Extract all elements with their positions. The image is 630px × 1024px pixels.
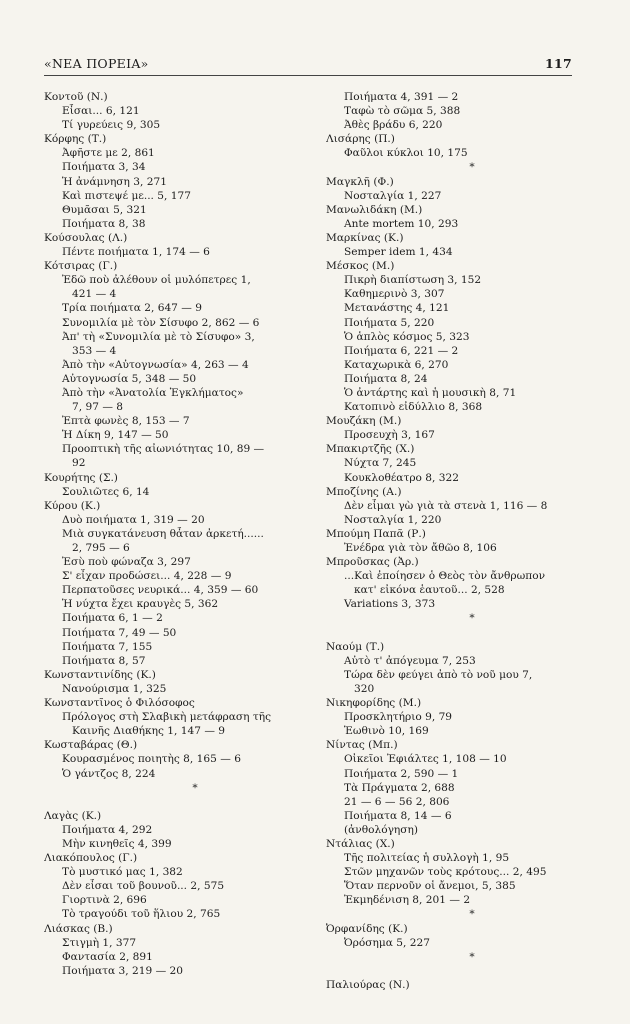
- work-entry: Ἀπ' τὴ «Συνομιλία μὲ τὸ Σίσυφο» 3,: [62, 330, 255, 343]
- author-entry: Μπροῦσκας (Ἀρ.): [326, 556, 419, 569]
- work-entry: Φαντασία 2, 891: [62, 950, 153, 963]
- journal-title: «ΝΕΑ ΠΟΡΕΙΑ»: [44, 56, 149, 71]
- author-entry: Μπούμη Παπᾶ (Ρ.): [326, 527, 426, 540]
- work-entry: Variations 3, 373: [344, 598, 436, 611]
- section-gap: [44, 795, 306, 809]
- work-entry: Ἐνέδρα γιὰ τὸν ἄθῶο 8, 106: [344, 542, 497, 554]
- work-entry: Τὰ Πράγματα 2, 688: [344, 781, 455, 794]
- work-entry: Δὲν εἶσαι τοῦ βουνοῦ... 2, 575: [62, 880, 225, 893]
- work-entry: Ὁ ἀντάρτης καὶ ἡ μουσικὴ 8, 71: [344, 386, 517, 399]
- page-header: [44, 56, 572, 71]
- work-entry: Συνομιλία μὲ τὸν Σίσυφο 2, 862 — 6: [62, 316, 260, 329]
- work-entry: Τὸ τραγούδι τοῦ ἥλιου 2, 765: [62, 908, 221, 921]
- work-entry: Ποιήματα 8, 14 — 6: [344, 809, 452, 822]
- work-entry: Τί γυρεύεις 9, 305: [62, 119, 161, 132]
- work-entry: Μετανάστης 4, 121: [344, 302, 450, 315]
- author-entry: Λαγὰς (Κ.): [44, 809, 102, 822]
- work-entry: Ὁ γάντζος 8, 224: [62, 767, 156, 780]
- work-entry: Ποιήματα 8, 57: [62, 654, 146, 667]
- work-entry: Ποιήματα 2, 590 — 1: [344, 767, 459, 780]
- work-entry: Νανούρισμα 1, 325: [62, 682, 167, 695]
- author-entry: Λιάσκας (Β.): [44, 922, 113, 935]
- work-entry: Ἐκμηδένιση 8, 201 — 2: [344, 894, 471, 907]
- author-entry: Μέσκος (Μ.): [326, 260, 395, 273]
- work-entry: Πέντε ποιήματα 1, 174 — 6: [62, 246, 210, 259]
- index-column-right: [326, 90, 578, 992]
- work-entry: Ποιήματα 5, 220: [344, 316, 435, 329]
- author-entry: Κούσουλας (Λ.): [44, 231, 128, 244]
- work-entry: Ποιήματα 4, 292: [62, 823, 153, 836]
- work-entry: Ἐπτὰ φωνὲς 8, 153 — 7: [62, 415, 190, 428]
- work-entry: Προσκλητήριο 9, 79: [344, 711, 453, 724]
- author-entry: Παλιούρας (Ν.): [326, 978, 410, 991]
- author-entry: Κοντοῦ (Ν.): [44, 91, 108, 103]
- work-entry: Τρία ποιήματα 2, 647 — 9: [62, 302, 202, 315]
- work-entry: Καὶ πιστεψέ με... 5, 177: [62, 189, 191, 202]
- work-entry: Ἀπὸ τὴν «Αὐτογνωσία» 4, 263 — 4: [62, 358, 249, 371]
- work-entry: Ἐδῶ ποὺ ἀλέθουν οἱ μυλόπετρες 1,: [62, 274, 251, 287]
- work-entry-continuation: 2, 795 — 6: [72, 542, 130, 554]
- work-entry: Ποιήματα 8, 24: [344, 372, 428, 385]
- work-entry: Semper idem 1, 434: [344, 246, 453, 259]
- work-entry: Μιὰ συγκατάνευση θἆταν ἀρκετή......: [62, 527, 264, 540]
- work-entry: Ἀφῆστε με 2, 861: [62, 147, 155, 160]
- work-entry: Εἶσαι... 6, 121: [62, 105, 140, 118]
- work-entry: Οἰκεῖοι Ἐφιάλτες 1, 108 — 10: [344, 753, 507, 766]
- work-entry: Ποιήματα 8, 38: [62, 217, 146, 230]
- work-entry: Ὀρόσημα 5, 227: [344, 936, 430, 949]
- work-entry: Καταχωρικὰ 6, 270: [344, 358, 449, 371]
- work-entry: Ποιήματα 3, 219 — 20: [62, 964, 184, 977]
- work-entry-continuation: 353 — 4: [72, 344, 117, 357]
- author-entry: Ὀρφανίδης (Κ.): [326, 922, 408, 935]
- work-entry: Ante mortem 10, 293: [344, 217, 459, 230]
- work-entry: Ποιήματα 4, 391 — 2: [344, 91, 459, 103]
- section-separator: *: [469, 908, 475, 921]
- work-entry-continuation: κατ' εἰκόνα ἑαυτοῦ... 2, 528: [354, 584, 505, 597]
- work-entry: Καθημερινὸ 3, 307: [344, 288, 445, 301]
- work-entry: Ποιήματα 6, 1 — 2: [62, 612, 163, 625]
- work-entry: Προοπτικὴ τῆς αἰωνιότητας 10, 89 —: [62, 443, 265, 456]
- author-entry: Μουζάκη (Μ.): [326, 415, 402, 428]
- work-entry: Ποιήματα 7, 49 — 50: [62, 626, 177, 639]
- author-entry: Μαρκίνας (Κ.): [326, 231, 404, 244]
- work-entry: Θυμᾶσαι 5, 321: [62, 203, 147, 216]
- work-entry: Κουκλοθέατρο 8, 322: [344, 471, 459, 484]
- author-entry: Νικηφορίδης (Μ.): [326, 697, 422, 710]
- author-entry: Νίντας (Μπ.): [326, 739, 398, 752]
- index-column-left: [44, 90, 306, 978]
- author-entry: Κωνσταντινίδης (Κ.): [44, 668, 156, 681]
- author-entry: Λισάρης (Π.): [326, 133, 395, 146]
- page-number: 117: [545, 56, 572, 71]
- author-entry: Μποζίνης (Α.): [326, 485, 402, 498]
- work-entry: Νύχτα 7, 245: [344, 457, 417, 470]
- author-entry: Κουρήτης (Σ.): [44, 471, 118, 484]
- work-entry: Ἐσὺ ποὺ φώναζα 3, 297: [62, 556, 191, 569]
- work-entry: Αὐτὸ τ' ἀπόγευμα 7, 253: [344, 654, 476, 667]
- work-entry: 21 — 6 — 56 2, 806: [344, 795, 450, 808]
- work-entry: Δυὸ ποιήματα 1, 319 — 20: [62, 513, 205, 526]
- section-separator: *: [469, 161, 475, 174]
- work-entry: Περπατοῦσες νευρικά... 4, 359 — 60: [62, 584, 259, 597]
- work-entry: Ἑωθινὸ 10, 169: [344, 725, 429, 738]
- work-entry: Τῆς πολιτείας ἡ συλλογὴ 1, 95: [344, 852, 510, 865]
- work-entry: Ἡ ἀνάμνηση 3, 271: [62, 175, 167, 188]
- work-entry: (ἀνθολόγηση): [344, 823, 418, 836]
- work-entry-continuation: 7, 97 — 8: [72, 401, 124, 414]
- work-entry: Ὁ ἁπλὸς κόσμος 5, 323: [344, 330, 470, 343]
- work-entry-continuation: 320: [354, 682, 375, 695]
- header-rule: [44, 75, 572, 76]
- work-entry: Ποιήματα 6, 221 — 2: [344, 344, 459, 357]
- work-entry: Νοσταλγία 1, 220: [344, 513, 442, 526]
- work-entry: Δὲν εἶμαι γὼ γιὰ τὰ στενὰ 1, 116 — 8: [344, 499, 548, 512]
- work-entry: Ἡ νύχτα ἔχει κραυγὲς 5, 362: [62, 598, 219, 611]
- work-entry: Τὸ μυστικό μας 1, 382: [62, 866, 183, 879]
- work-entry: ...Καὶ ἐποίησεν ὁ Θεὸς τὸν ἄνθρωπον: [344, 570, 546, 583]
- section-separator: *: [192, 781, 198, 794]
- work-entry: Ἀπὸ τὴν «Ἀνατολία Ἐγκλήματος»: [62, 386, 244, 399]
- work-entry: Μὴν κινηθεῖς 4, 399: [62, 837, 172, 850]
- work-entry: Φαῦλοι κύκλοι 10, 175: [344, 147, 468, 160]
- author-entry: Κωνσταντῖνος ὁ Φιλόσοφος: [44, 697, 195, 710]
- work-entry: Στιγμὴ 1, 377: [62, 936, 137, 949]
- section-separator: *: [469, 612, 475, 625]
- work-entry: Προσευχὴ 3, 167: [344, 429, 435, 442]
- work-entry: Κουρασμένος ποιητὴς 8, 165 — 6: [62, 753, 241, 766]
- work-entry: Γιορτινὰ 2, 696: [62, 894, 147, 907]
- work-entry: Τώρα δὲν φεύγει ἀπὸ τὸ νοῦ μου 7,: [344, 668, 533, 681]
- work-entry: Ποιήματα 3, 34: [62, 161, 146, 174]
- work-entry: Κατοπινὸ εἰδύλλιο 8, 368: [344, 401, 483, 414]
- work-entry: Στῶν μηχανῶν τοὺς κρότους... 2, 495: [344, 866, 547, 879]
- author-entry: Λιακόπουλος (Γ.): [44, 852, 138, 865]
- work-entry-continuation: 92: [72, 457, 86, 470]
- work-entry: Ἡ Δίκη 9, 147 — 50: [62, 429, 169, 442]
- author-entry: Κότσιρας (Γ.): [44, 260, 118, 273]
- work-entry: Σουλιῶτες 6, 14: [62, 485, 150, 498]
- author-entry: Κωσταβάρας (Θ.): [44, 739, 138, 752]
- work-entry-continuation: Καινῆς Διαθήκης 1, 147 — 9: [72, 725, 226, 738]
- author-entry: Ναούμ (Τ.): [326, 640, 385, 653]
- work-entry: Ταφὼ τὸ σῶμα 5, 388: [344, 105, 461, 118]
- work-entry: Σ' εἶχαν προδώσει... 4, 228 — 9: [62, 570, 232, 583]
- work-entry: Νοσταλγία 1, 227: [344, 189, 442, 202]
- author-entry: Μαγκλῆ (Φ.): [326, 175, 394, 188]
- work-entry: Αὐτογνωσία 5, 348 — 50: [62, 372, 197, 385]
- author-entry: Κύρου (Κ.): [44, 499, 101, 512]
- section-separator: *: [469, 950, 475, 963]
- author-entry: Κόρφης (Τ.): [44, 133, 107, 146]
- work-entry: Πρόλογος στὴ Σλαβικὴ μετάφραση τῆς: [62, 711, 271, 724]
- author-entry: Ντάλιας (Χ.): [326, 837, 395, 850]
- work-entry: Ποιήματα 7, 155: [62, 640, 153, 653]
- work-entry-continuation: 421 — 4: [72, 288, 117, 301]
- work-entry: Ἀθὲς βράδυ 6, 220: [344, 119, 443, 132]
- work-entry: Πικρὴ διαπίστωση 3, 152: [344, 274, 482, 287]
- author-entry: Μανωλιδάκη (Μ.): [326, 203, 423, 216]
- section-gap: [326, 626, 578, 640]
- work-entry: Ὅταν περνοῦν οἱ ἄνεμοι, 5, 385: [344, 880, 516, 893]
- author-entry: Μπακιρτζῆς (Χ.): [326, 443, 415, 456]
- section-gap: [326, 964, 578, 978]
